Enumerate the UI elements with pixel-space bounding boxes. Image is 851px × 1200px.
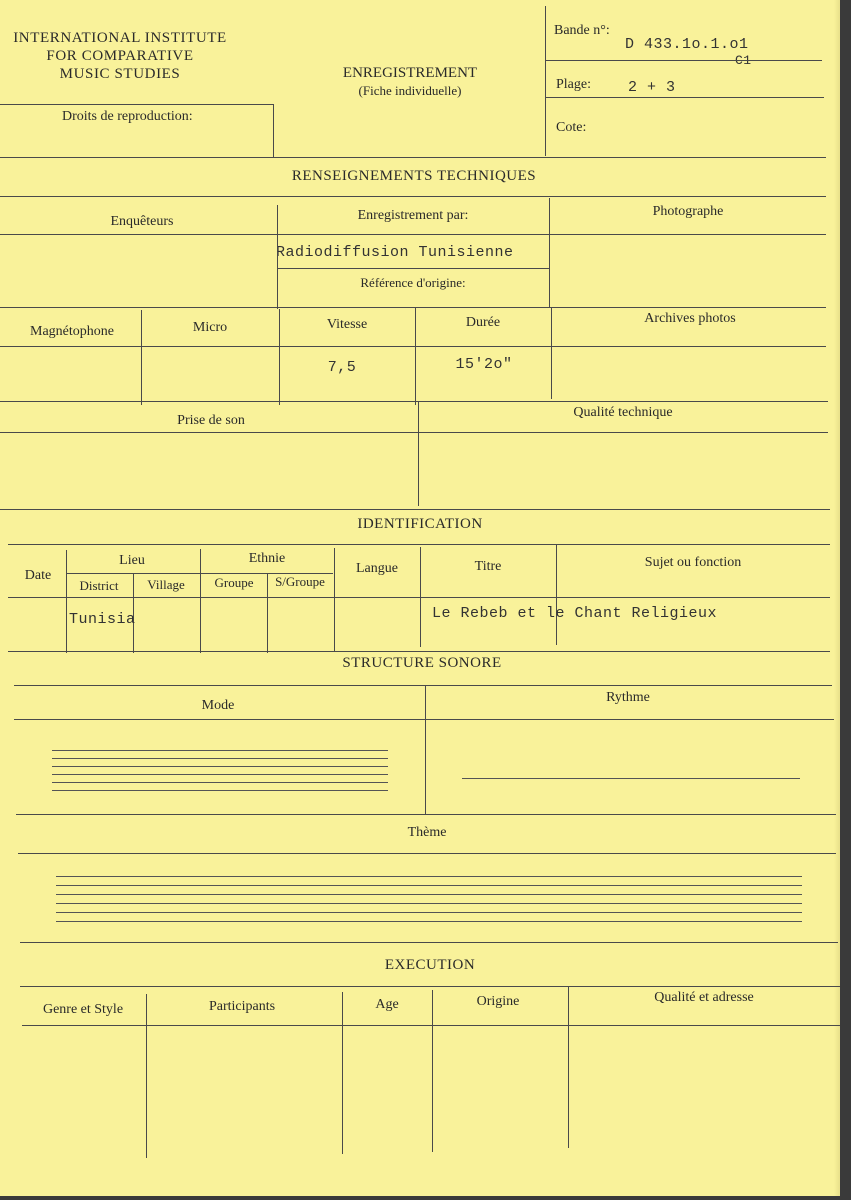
section-heading-technique: RENSEIGNEMENTS TECHNIQUES <box>291 168 537 184</box>
writing-line <box>52 750 388 751</box>
divider <box>277 268 549 269</box>
bande-value: D 433.1o.1.o1 <box>625 36 749 53</box>
titre-value: Le Rebeb et le Chant Religieux <box>432 605 718 622</box>
magnetophone-label: Magnétophone <box>30 324 114 339</box>
micro-label: Micro <box>192 320 228 335</box>
divider <box>334 548 335 652</box>
prise-de-son-label: Prise de son <box>177 413 245 428</box>
divider <box>418 402 419 506</box>
divider <box>545 6 546 156</box>
form-title: ENREGISTREMENT <box>342 65 478 81</box>
divider <box>273 104 274 158</box>
divider <box>546 97 824 98</box>
divider <box>568 986 569 1148</box>
participants-label: Participants <box>208 999 276 1014</box>
qualite-adresse-label: Qualité et adresse <box>654 990 754 1005</box>
institute-name-line2: FOR COMPARATIVE <box>46 48 194 64</box>
divider <box>0 196 826 197</box>
vitesse-label: Vitesse <box>326 317 368 332</box>
duree-label: Durée <box>465 315 501 330</box>
village-label: Village <box>147 577 185 592</box>
writing-line <box>56 885 802 886</box>
groupe-label: Groupe <box>214 575 254 590</box>
divider <box>8 597 830 598</box>
divider <box>20 986 840 987</box>
writing-line <box>462 778 800 779</box>
ethnie-label: Ethnie <box>248 551 286 566</box>
divider <box>342 992 343 1154</box>
institute-name-line1: INTERNATIONAL INSTITUTE <box>13 30 227 46</box>
enregistrement-value: Radiodiffusion Tunisienne <box>276 244 514 261</box>
plage-label: Plage: <box>556 77 591 92</box>
divider <box>0 401 828 402</box>
divider <box>200 549 201 653</box>
writing-line <box>52 774 388 775</box>
district-label: District <box>79 578 119 593</box>
archives-photos-label: Archives photos <box>644 311 736 326</box>
divider <box>546 60 822 61</box>
divider <box>16 814 836 815</box>
divider <box>267 573 268 653</box>
section-heading-structure: STRUCTURE SONORE <box>342 655 502 671</box>
bande-label: Bande n°: <box>554 23 610 38</box>
genre-style-label: Genre et Style <box>42 1002 124 1017</box>
writing-line <box>52 766 388 767</box>
divider <box>0 234 826 235</box>
district-value: Tunisia <box>69 611 136 628</box>
divider <box>420 547 421 647</box>
theme-label: Thème <box>407 825 447 840</box>
cote-label: Cote: <box>556 120 587 135</box>
divider <box>0 346 826 347</box>
sgroupe-label: S/Groupe <box>275 574 325 589</box>
photographe-label: Photographe <box>652 204 724 219</box>
writing-line <box>52 758 388 759</box>
droits-label: Droits de reproduction: <box>62 109 193 124</box>
mode-label: Mode <box>201 698 235 713</box>
divider <box>8 544 830 545</box>
writing-line <box>52 790 388 791</box>
enqueteurs-label: Enquêteurs <box>110 214 174 229</box>
divider <box>8 651 830 652</box>
divider <box>0 157 826 158</box>
rythme-label: Rythme <box>606 690 650 705</box>
reference-label: Référence d'origine: <box>360 275 466 290</box>
writing-line <box>52 782 388 783</box>
divider <box>18 853 836 854</box>
divider <box>20 942 838 943</box>
divider <box>22 1025 840 1026</box>
writing-line <box>56 903 802 904</box>
divider <box>0 432 828 433</box>
divider <box>0 509 830 510</box>
divider <box>425 686 426 814</box>
divider <box>279 309 280 405</box>
divider <box>549 198 550 307</box>
divider <box>0 104 273 105</box>
section-heading-identification: IDENTIFICATION <box>357 516 483 532</box>
writing-line <box>56 894 802 895</box>
writing-line <box>56 876 802 877</box>
writing-line <box>56 921 802 922</box>
divider <box>556 545 557 645</box>
date-label: Date <box>24 568 52 583</box>
age-label: Age <box>375 997 399 1012</box>
card-edge <box>834 0 840 1196</box>
writing-line <box>56 912 802 913</box>
langue-label: Langue <box>356 561 398 576</box>
divider <box>551 307 552 399</box>
divider <box>0 307 826 308</box>
vitesse-value: 7,5 <box>327 359 357 376</box>
institute-name-line3: MUSIC STUDIES <box>59 66 181 82</box>
sujet-label: Sujet ou fonction <box>644 555 742 570</box>
qualite-technique-label: Qualité technique <box>573 405 673 420</box>
duree-value: 15'2o" <box>455 356 513 373</box>
divider <box>415 308 416 405</box>
titre-label: Titre <box>474 559 502 574</box>
section-heading-execution: EXECUTION <box>384 957 476 973</box>
divider <box>146 994 147 1158</box>
plage-value: 2 + 3 <box>628 79 676 96</box>
form-subtitle: (Fiche individuelle) <box>358 83 462 98</box>
divider <box>141 310 142 405</box>
origine-label: Origine <box>476 994 520 1009</box>
lieu-label: Lieu <box>119 553 145 568</box>
divider <box>277 205 278 309</box>
enregistrement-par-label: Enregistrement par: <box>357 208 469 223</box>
divider <box>66 550 67 653</box>
divider <box>14 685 832 686</box>
divider <box>14 719 834 720</box>
divider <box>432 990 433 1152</box>
bande-sub-value: C1 <box>735 53 752 68</box>
